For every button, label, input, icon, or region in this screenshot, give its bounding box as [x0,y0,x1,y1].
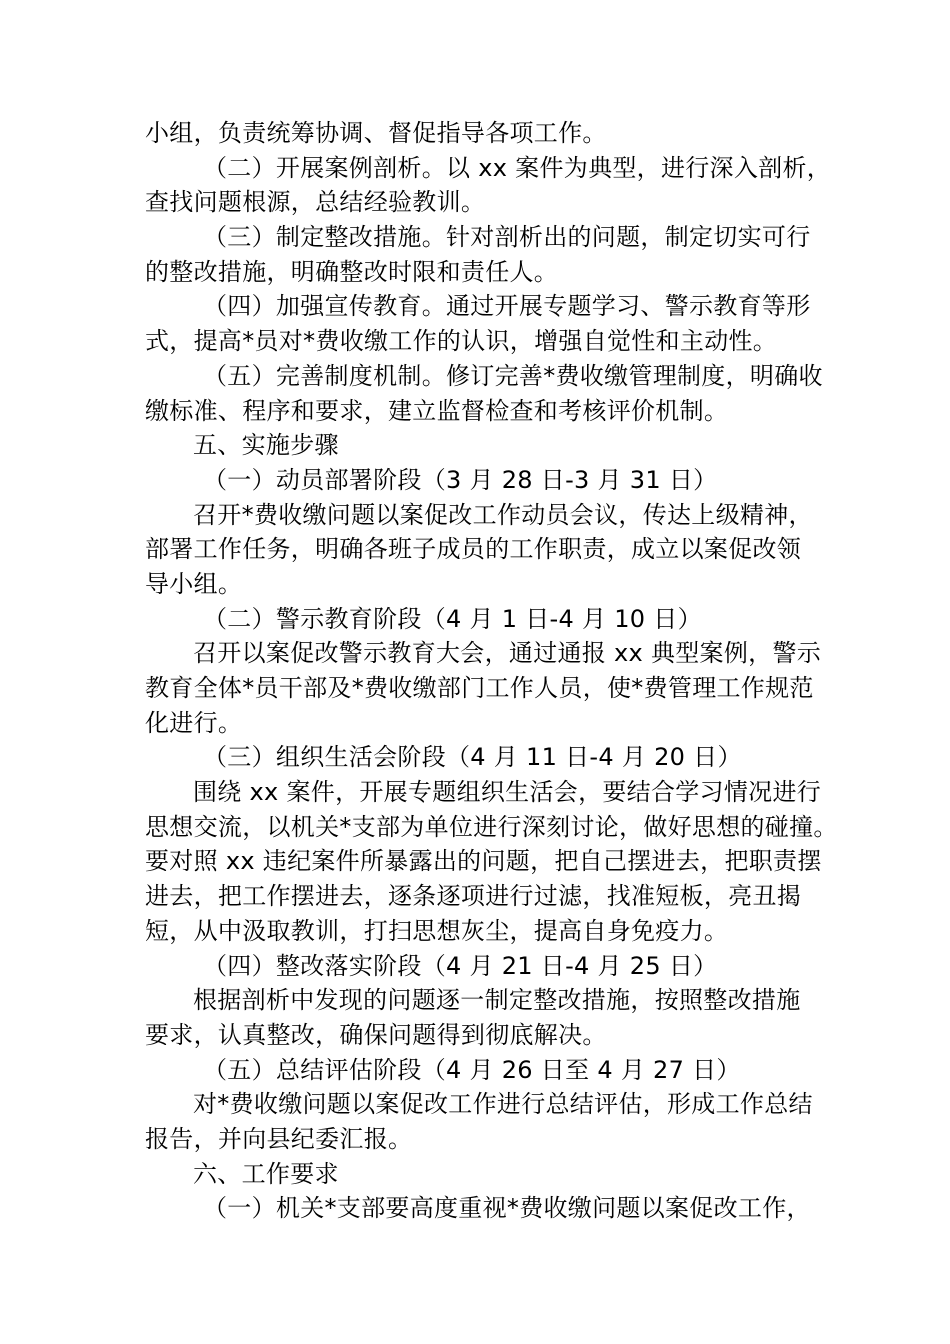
body-line: 根据剖析中发现的问题逐一制定整改措施，按照整改措施 [193,986,801,1015]
body-line: 报告，并向县纪委汇报。 [145,1124,413,1153]
body-line: 缴标准、程序和要求，建立监督检查和考核评价机制。 [145,396,729,425]
body-line: 小组，负责统筹协调、督促指导各项工作。 [145,119,607,147]
body-line: 化进行。 [145,708,243,737]
chapter-heading: 六、工作要求 [193,1159,339,1188]
stage-heading: （二）警示教育阶段（4 月 1 日-4 月 10 日） [203,604,702,633]
body-line: 教育全体*员干部及*费收缴部门工作人员，使*费管理工作规范 [145,674,814,702]
body-line: 短，从中汲取教训，打扫思想灰尘，提高自身免疫力。 [145,916,729,945]
body-line: 式，提高*员对*费收缴工作的认识，增强自觉性和主动性。 [145,327,778,356]
body-line: 查找问题根源，总结经验教训。 [145,188,486,217]
stage-heading: （一）动员部署阶段（3 月 28 日-3 月 31 日） [203,465,718,494]
body-line: 部署工作任务，明确各班子成员的工作职责，成立以案促改领 [145,535,802,564]
section-heading: （四）加强宣传教育。通过开展专题学习、警示教育等形 [203,292,811,321]
section-heading: （五）完善制度机制。修订完善*费收缴管理制度，明确收 [203,361,823,390]
body-line: 要对照 xx 违纪案件所暴露出的问题，把自己摆进去，把职责摆 [145,847,822,876]
document-page [145,116,838,1226]
body-line: 对*费收缴问题以案促改工作进行总结评估，形成工作总结 [193,1090,813,1119]
body-line: 召开*费收缴问题以案促改工作动员会议，传达上级精神， [193,500,813,529]
stage-heading: （三）组织生活会阶段（4 月 11 日-4 月 20 日） [203,743,742,772]
body-line: 围绕 xx 案件，开展专题组织生活会，要结合学习情况进行 [193,778,822,807]
body-line: 的整改措施，明确整改时限和责任人。 [145,257,559,286]
section-heading: （三）制定整改措施。针对剖析出的问题，制定切实可行 [203,223,811,252]
body-line: 导小组。 [145,569,243,598]
stage-heading: （五）总结评估阶段（4 月 26 日至 4 月 27 日） [203,1055,741,1084]
body-line: 思想交流，以机关*支部为单位进行深刻讨论，做好思想的碰撞。 [145,812,838,841]
body-line: 召开以案促改警示教育大会，通过通报 xx 典型案例，警示 [193,639,822,668]
stage-heading: （四）整改落实阶段（4 月 21 日-4 月 25 日） [203,951,718,980]
body-line: 要求，认真整改，确保问题得到彻底解决。 [145,1020,607,1049]
section-heading: （一）机关*支部要高度重视*费收缴问题以案促改工作， [203,1194,811,1223]
body-line: 进去，把工作摆进去，逐条逐项进行过滤，找准短板，亮丑揭 [145,882,802,911]
chapter-heading: 五、实施步骤 [193,431,339,460]
section-heading: （二）开展案例剖析。以 xx 案件为典型，进行深入剖析， [203,153,832,182]
